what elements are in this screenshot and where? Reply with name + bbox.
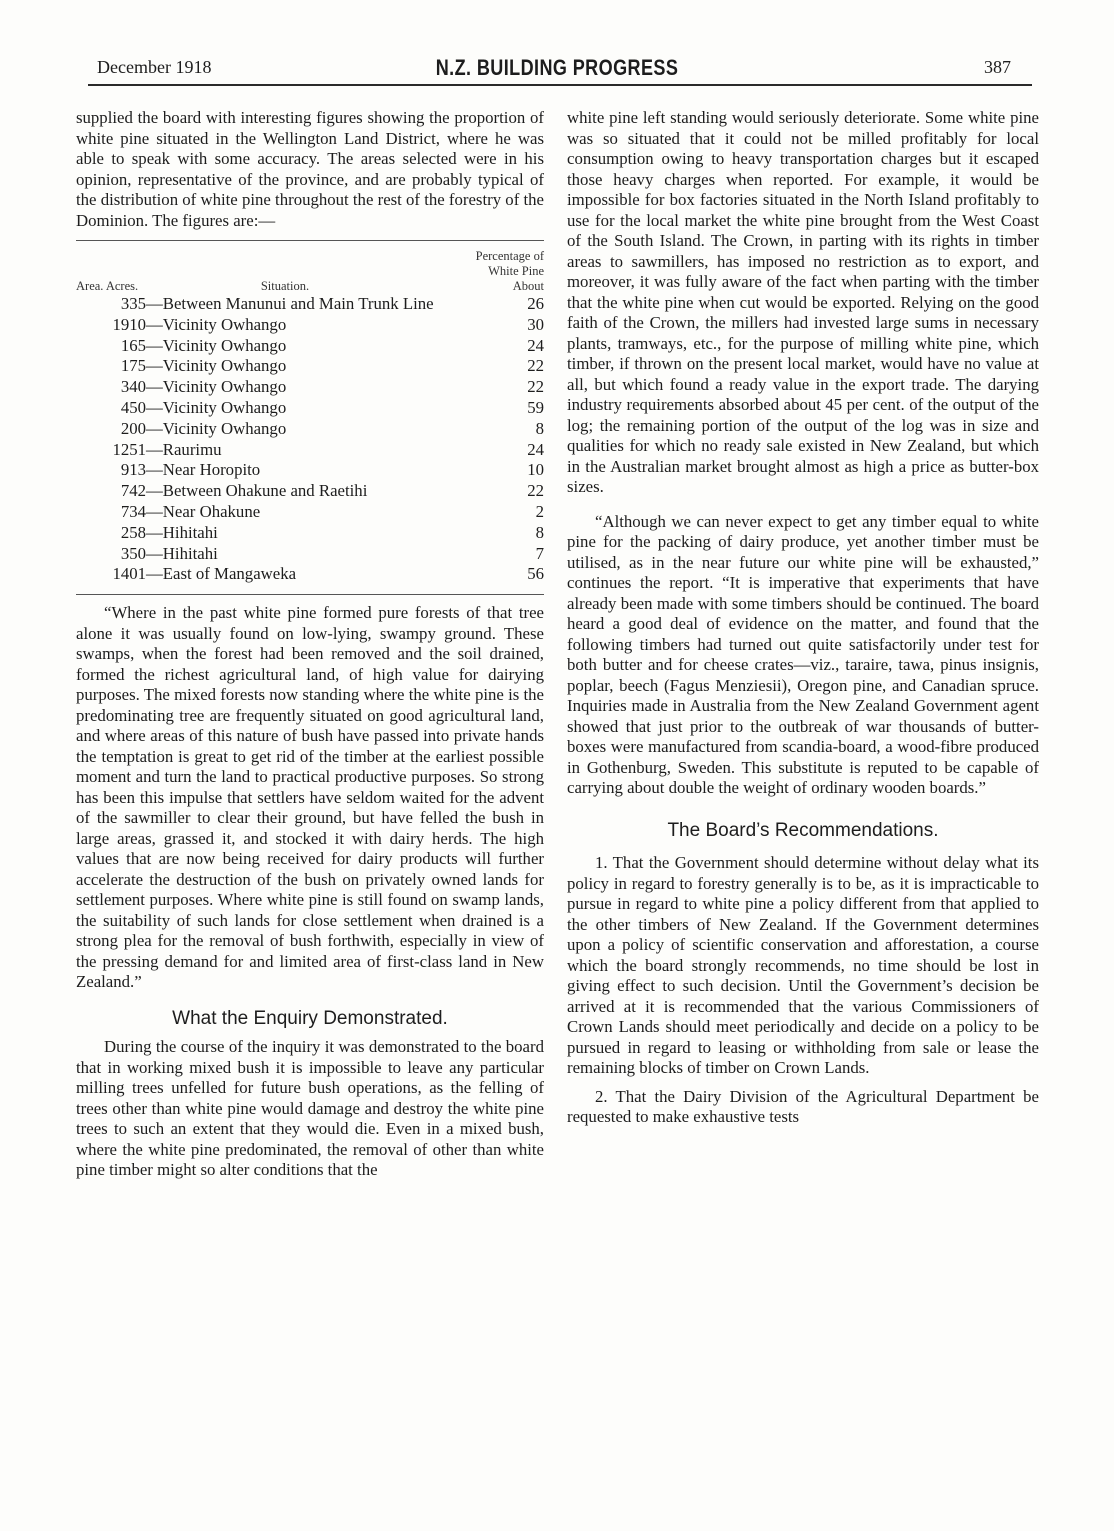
- table-row: [76, 502, 544, 523]
- row-situation: —East of Mangaweka: [146, 564, 297, 584]
- row-situation: —Vicinity Owhango: [146, 397, 287, 417]
- row-percentage: 7: [535, 543, 544, 563]
- white-pine-table: [76, 249, 544, 585]
- row-area: 258: [120, 522, 146, 542]
- row-area: 165: [120, 335, 146, 355]
- col-header-area: Area. Acres.: [76, 279, 139, 293]
- col-header-situation: Situation.: [260, 279, 310, 293]
- row-percentage: 22: [527, 377, 544, 397]
- table-row: [76, 294, 544, 315]
- table-top-rule: [76, 240, 544, 241]
- table-row: [76, 315, 544, 336]
- row-percentage: 26: [527, 294, 544, 313]
- right-column: [567, 108, 1039, 1448]
- row-situation: —Vicinity Owhango: [146, 418, 287, 438]
- row-situation: —Vicinity Owhango: [146, 335, 287, 355]
- table-row: [76, 377, 544, 398]
- recommendation-1: 1. That the Government should determine without delay what its policy in regard to forestry generally is to be, as it is impracticable to pursue in regard to white pine a policy different from that applied to the other timbers of New Zealand. If the Government determines upon a policy of scientific conservation and afforestation, a course which the board strongly recommends, no time should be lost in giving effect to such decision. Until the Government’s decision be arrived at it is recommended that the various Commissioners of Crown Lands should meet periodically and decide on a policy to be pursued in regard to leasing or withholding from sale or lease the remaining blocks of timber on Crown Lands.: [567, 853, 1039, 1077]
- enquiry-paragraph: During the course of the inquiry it was demonstrated to the board that in working mixed bush it is impossible to leave any particular milling trees unfelled for future bush operations, as the felling of trees other than white pine would damage and destroy the white pine trees to such an extent that they would die. Even in a mixed bush, where the white pine predominated, the removal of other than white pine timber might so alter conditions that the: [76, 1037, 544, 1180]
- row-percentage: 22: [527, 356, 544, 376]
- row-area: 350: [120, 543, 146, 563]
- continued-paragraph: white pine left standing would seriously deteriorate. Some white pine was so situated that it could not be milled profitably for local consumption owing to heavy transportation charges but it escaped those heavy charges when reported. For example, it would be impossible for box factories situated in the North Island profitably to use for the local market the white pine brought from the West Coast of the South Island. The Crown, in parting with its rights in timber areas to sawmillers, has imposed no restriction as to export, and moreover, it was fully aware of the fact when parting with the timber that the white pine when cut would be exported. Relying on the good faith of the Crown, the millers had invested large sums in necessary plants, tramways, etc., for the purpose of milling white pine, which timber, if thrown on the present local market, would have no value at all, but which found a ready value in the export trade. The darying industry requirements absorbed about 45 per cent. of the output of the log; the remaining portion of the output of the log was in size and qualities for which no ready sale existed in New Zealand, but which in the Australian market brought almost as high a price as butter-box sizes.: [567, 108, 1039, 496]
- row-percentage: 22: [527, 481, 544, 501]
- table-body: [76, 294, 544, 585]
- row-area: 734: [120, 501, 146, 521]
- row-percentage: 2: [535, 501, 544, 521]
- table-row: [76, 564, 544, 585]
- table-row: [76, 336, 544, 357]
- row-area: 1251: [112, 439, 146, 459]
- table-row: [76, 481, 544, 502]
- table-row: [76, 460, 544, 481]
- table-row: [76, 419, 544, 440]
- row-situation: —Between Manunui and Main Trunk Line: [146, 294, 434, 313]
- row-area: 1401: [112, 564, 146, 584]
- table-header-row: [76, 249, 544, 294]
- table-row: [76, 356, 544, 377]
- table-row: [76, 440, 544, 461]
- table-row: [76, 544, 544, 565]
- table-bottom-rule: [76, 594, 544, 595]
- row-situation: —Raurimu: [146, 439, 222, 459]
- row-situation: —Vicinity Owhango: [146, 314, 287, 334]
- page-header: [0, 0, 1114, 100]
- publication-title: N.Z. BUILDING PROGRESS: [435, 55, 679, 80]
- row-situation: —Vicinity Owhango: [146, 356, 287, 376]
- row-area: 1910: [112, 314, 146, 334]
- enquiry-heading: What the Enquiry Demonstrated.: [172, 1007, 448, 1029]
- timber-paragraph: “Although we can never expect to get any timber equal to white pine for the packing of dairy produce, yet another timber must be utilised, as in the near future our white pine will be exhausted,” continues the report. “It is imperative that experiments that have already been made with some timbers should be continued. The board heard a good deal of evidence on the matter, and found that the following timbers had turned out quite satisfactorily under test for both butter and for cheese crates—viz., taraire, tawa, pinus insignis, poplar, beech (Fagus Menziesii), Oregon pine, and Canadian spruce. Inquiries made in Australia from the New Zealand Government agent showed that just prior to the outbreak of war thousands of butter-boxes were manufactured from scandia-board, a wood-fibre produced in Gothenburg, Sweden. This substitute is reputed to be capable of carrying about double the weight of ordinary wooden boards.”: [567, 511, 1039, 797]
- row-area: 175: [120, 356, 146, 376]
- left-column: [76, 108, 544, 1448]
- row-area: 742: [120, 481, 146, 501]
- row-situation: —Hihitahi: [146, 522, 218, 542]
- issue-date: December 1918: [97, 57, 212, 77]
- row-percentage: 24: [527, 439, 544, 459]
- row-percentage: 24: [527, 335, 544, 355]
- recommendations-heading: The Board’s Recommendations.: [667, 819, 939, 841]
- row-situation: —Vicinity Owhango: [146, 377, 287, 397]
- intro-paragraph: supplied the board with interesting figures showing the proportion of white pine situated in the Wellington Land District, where he was able to speak with some accuracy. The areas selected were in his opinion, representative of the province, and are probably typical of the distribution of white pine throughout the rest of the forestry of the Dominion. The figures are:—: [76, 108, 544, 230]
- row-situation: —Near Horopito: [146, 460, 261, 480]
- row-situation: —Near Ohakune: [146, 501, 261, 521]
- row-situation: —Hihitahi: [146, 543, 218, 563]
- swamp-paragraph: “Where in the past white pine formed pure forests of that tree alone it was usually found on low-lying, swampy ground. These swamps, when the forest had been removed and the soil drained, formed the richest agricultural land, of high value for dairying purposes. The mixed forests now standing where the white pine is the predominating tree are frequently situated on good agricultural land, and where areas of this nature of bush have passed into private hands the temptation is great to get rid of the timber at the earliest possible moment and turn the land to practical productive purposes. So strong has been this impulse that settlers have seldom waited for the advent of the sawmiller to clear their ground, but have felled the bush in large areas, grassed it, and stocked it with dairy herds. The high values that are now being received for dairy products will further accelerate the destruction of the bush on privately owned lands for settlement purposes. Where white pine is still found on swamp lands, the suitability of such lands for close settlement when drained is a strong plea for the removal of bush forthwith, especially in view of the pressing demand for and limited area of first-class land in New Zealand.”: [76, 603, 544, 992]
- col-header-percentage: Percentage of White Pine About: [475, 249, 544, 293]
- recommendation-2: 2. That the Dairy Division of the Agricultural Department be requested to make exhaustive tests: [567, 1086, 1039, 1126]
- row-area: 340: [120, 377, 146, 397]
- row-percentage: 10: [527, 460, 544, 480]
- row-area: 913: [120, 460, 146, 480]
- header-rule: [88, 84, 1032, 86]
- row-area: 450: [120, 397, 146, 417]
- row-percentage: 30: [527, 314, 544, 334]
- row-percentage: 56: [527, 564, 544, 584]
- table-row: [76, 523, 544, 544]
- row-area: 335: [120, 294, 146, 313]
- table-row: [76, 398, 544, 419]
- row-area: 200: [120, 418, 146, 438]
- row-percentage: 8: [535, 418, 544, 438]
- row-situation: —Between Ohakune and Raetihi: [146, 481, 368, 501]
- page-number: 387: [984, 57, 1011, 77]
- row-percentage: 59: [527, 397, 544, 417]
- row-percentage: 8: [535, 522, 544, 542]
